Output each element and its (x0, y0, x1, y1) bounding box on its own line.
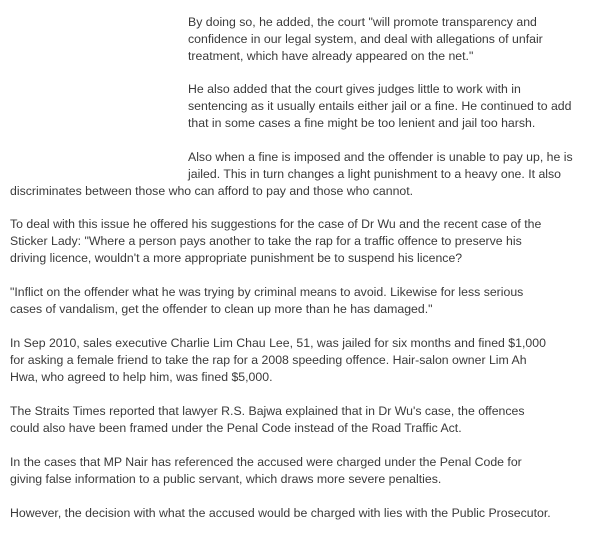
text-line: confidence in our legal system, and deal with allegations of unfair (188, 32, 543, 46)
text-line: could also have been framed under the Penal Code instead of the Road Traffic Act. (10, 421, 462, 435)
text-line: cases of vandalism, get the offender to clean up more than he has damaged." (10, 302, 433, 316)
text-line: "Inflict on the offender what he was trying by criminal means to avoid. Likewise for less serious (10, 285, 524, 299)
text-line: jailed. This in turn changes a light punishment to a heavy one. It also (188, 167, 562, 181)
paragraph-sep-2010-case (10, 335, 546, 386)
text-line: However, the decision with what the accused would be charged with lies with the Public Prosecutor. (10, 506, 551, 520)
paragraph-inflict-quote (10, 284, 523, 318)
text-line: To deal with this issue he offered his suggestions for the case of Dr Wu and the recent case of the (10, 217, 542, 231)
paragraph-public-prosecutor (10, 505, 551, 522)
paragraph-court-transparency (0, 14, 543, 65)
paragraph-straits-times (10, 403, 525, 437)
text-line: By doing so, he added, the court "will promote transparency and (188, 15, 537, 29)
paragraph-suggestions (10, 216, 541, 267)
paragraph-sentencing (0, 81, 572, 132)
text-line: The Straits Times reported that lawyer R.S. Bajwa explained that in Dr Wu's case, the offences (10, 404, 525, 418)
text-line: He also added that the court gives judges little to work with in (188, 82, 521, 96)
text-line: sentencing as it usually entails either jail or a fine. He continued to add (188, 99, 572, 113)
text-line: for asking a female friend to take the rap for a 2008 speeding offence. Hair-salon owner Lim Ah (10, 353, 527, 367)
text-line: In Sep 2010, sales executive Charlie Lim Chau Lee, 51, was jailed for six months and fined $1,000 (10, 336, 546, 350)
text-line: driving licence, wouldn't a more appropriate punishment be to suspend his licence? (10, 251, 463, 265)
text-line: giving false information to a public servant, which draws more severe penalties. (10, 472, 442, 486)
text-line: treatment, which have already appeared on the net." (188, 49, 474, 63)
paragraph-mp-nair (10, 454, 522, 488)
text-line: Also when a fine is imposed and the offender is unable to pay up, he is (188, 150, 573, 164)
text-line: that in some cases a fine might be too lenient and jail too harsh. (188, 116, 536, 130)
text-line: discriminates between those who can afford to pay and those who cannot. (10, 184, 414, 198)
text-line: In the cases that MP Nair has referenced the accused were charged under the Penal Code for (10, 455, 522, 469)
text-line: Sticker Lady: "Where a person pays another to take the rap for a traffic offence to preserve his (10, 234, 522, 248)
text-line: Hwa, who agreed to help him, was fined $5,000. (10, 370, 273, 384)
paragraph-fine-imposed (0, 149, 573, 200)
